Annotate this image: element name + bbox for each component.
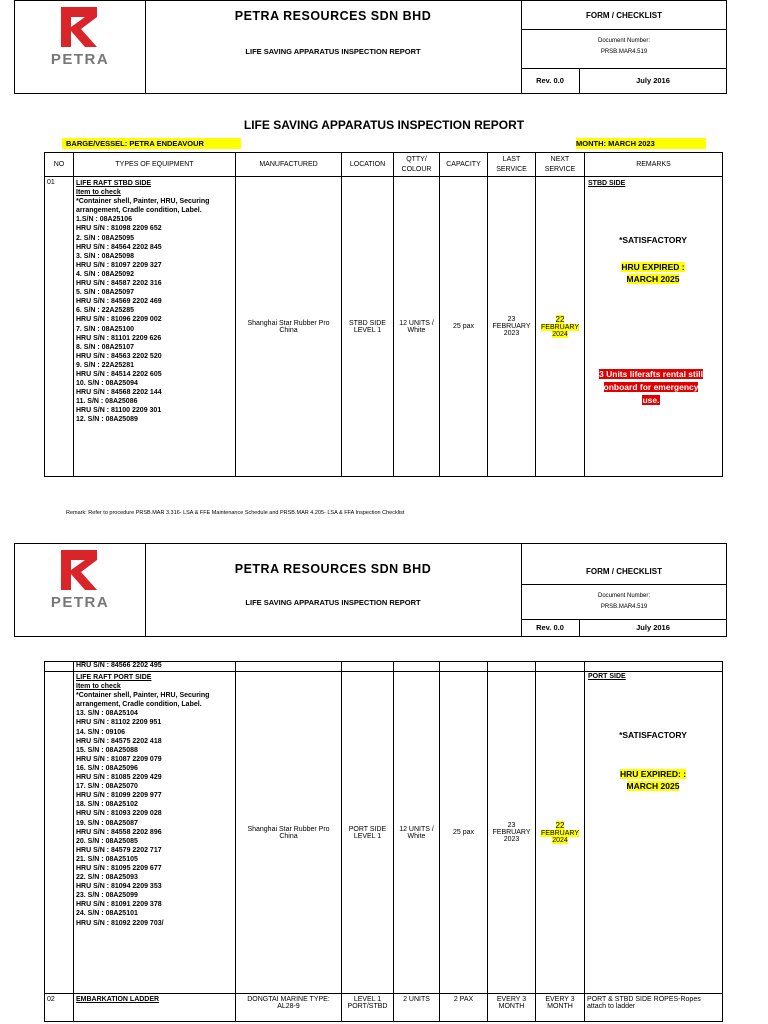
col-header-qtty: QTTY/ COLOUR xyxy=(394,153,440,177)
serial-line: HRU S/N : 81095 2209 677 xyxy=(76,864,162,872)
document-number-label: Document Number: xyxy=(597,38,651,44)
form-checklist-label: FORM / CHECKLIST xyxy=(521,558,727,585)
col-header-location: LOCATION xyxy=(342,153,394,177)
next-service-day: 22 xyxy=(555,315,565,324)
serial-line: HRU S/N : 84579 2202 717 xyxy=(76,846,162,854)
procedure-footnote: Remark: Refer to procedure PRSB.MAR 3.316- LSA & FFE Maintenance Schedule and PRSB.MAR 4.205- LSA & FFA Inspection Checklist xyxy=(66,510,405,516)
equipment-title: LIFE RAFT PORT SIDE xyxy=(76,674,152,681)
table-header-row xyxy=(45,153,723,177)
col-header-manufactured: MANUFACTURED xyxy=(236,153,342,177)
serial-line: 8. S/N : 08A25107 xyxy=(76,343,134,351)
serial-list xyxy=(76,215,233,424)
petra-logo-icon xyxy=(59,548,99,592)
item-no: 02 xyxy=(45,994,74,1022)
serial-line: HRU S/N : 81093 2209 028 xyxy=(76,810,162,818)
serial-line: 23. S/N : 08A25099 xyxy=(76,892,138,900)
table-row xyxy=(45,662,723,672)
serial-line: HRU S/N : 81087 2209 079 xyxy=(76,755,162,763)
report-title: LIFE SAVING APPARATUS INSPECTION REPORT xyxy=(243,118,525,132)
serial-line: HRU S/N : 81099 2209 977 xyxy=(76,792,162,800)
last-service-cell: EVERY 3 MONTH xyxy=(488,994,536,1022)
carry-over-line: HRU S/N : 84566 2202 495 xyxy=(74,662,236,672)
serial-line: HRU S/N : 84563 2202 520 xyxy=(76,352,162,360)
next-service-rest: FEBRUARY 2024 xyxy=(541,830,579,844)
serial-line: 9. S/N : 22A25281 xyxy=(76,361,134,369)
remarks-status: *SATISFACTORY xyxy=(619,235,687,245)
serial-line: 10. S/N : 08A25094 xyxy=(76,380,138,388)
item-to-check-label: Item to check xyxy=(76,683,121,691)
document-number-cell xyxy=(521,584,727,620)
serial-line: HRU S/N : 84587 2202 316 xyxy=(76,280,162,288)
serial-line: 19. S/N : 08A25087 xyxy=(76,819,138,827)
header-meta-block xyxy=(521,1,727,93)
remarks-cell xyxy=(585,177,723,477)
capacity-cell: 25 pax xyxy=(440,672,488,994)
equipment-title: EMBARKATION LADDER xyxy=(74,994,236,1022)
serial-line: 6. S/N : 22A25285 xyxy=(76,307,134,315)
table-row xyxy=(45,994,723,1022)
serial-line: HRU S/N : 81100 2209 301 xyxy=(76,407,162,415)
revision-cell: Rev. 0.0 xyxy=(521,619,580,636)
logo-box xyxy=(15,1,146,93)
next-service-rest: FEBRUARY 2024 xyxy=(541,324,579,338)
logo-box xyxy=(15,544,146,636)
serial-line: 12. S/N : 08A25089 xyxy=(76,416,138,424)
remarks-cell: PORT & STBD SIDE ROPES-Ropes attach to ladder xyxy=(585,994,723,1022)
serial-line: HRU S/N : 81092 2209 703/ xyxy=(76,919,164,927)
next-service-cell: EVERY 3 MONTH xyxy=(536,994,585,1022)
item-no: 01 xyxy=(45,177,74,477)
col-header-remarks: REMARKS xyxy=(585,153,723,177)
location-cell: STBD SIDE LEVEL 1 xyxy=(342,177,394,477)
remarks-side: PORT SIDE xyxy=(588,673,626,680)
qtty-cell: 12 UNITS / White xyxy=(394,177,440,477)
qtty-cell: 12 UNITS / White xyxy=(394,672,440,994)
next-service-cell xyxy=(536,672,585,994)
item-to-check-label: Item to check xyxy=(76,189,121,197)
last-service-cell: 23 FEBRUARY 2023 xyxy=(488,672,536,994)
serial-line: HRU S/N : 81097 2209 327 xyxy=(76,261,162,269)
header-title-block xyxy=(145,1,522,93)
serial-line: HRU S/N : 81101 2209 626 xyxy=(76,334,162,342)
serial-line: 7. S/N : 08A25100 xyxy=(76,325,134,333)
remarks-rental-note: 3 Units liferafts rental still onboard for emergency use. xyxy=(599,369,703,405)
revision-cell: Rev. 0.0 xyxy=(521,68,580,93)
serial-line: HRU S/N : 84558 2202 896 xyxy=(76,828,162,836)
document-number-cell xyxy=(521,29,727,69)
manufactured-cell: Shanghai Star Rubber Pro China xyxy=(236,672,342,994)
check-text: *Container shell, Painter, HRU, Securing xyxy=(76,198,210,206)
serial-line: 15. S/N : 08A25088 xyxy=(76,746,138,754)
header-title-block xyxy=(145,544,522,636)
manufactured-cell: DONGTAI MARINE TYPE: AL28-9 xyxy=(236,994,342,1022)
table-row xyxy=(45,672,723,994)
logo-text: PETRA xyxy=(50,51,110,68)
serial-line: HRU S/N : 81091 2209 378 xyxy=(76,901,162,909)
check-text: arrangement, Cradle condition, Label. xyxy=(76,207,202,215)
table-row xyxy=(45,177,723,477)
petra-logo-icon xyxy=(59,5,99,49)
qtty-cell: 2 UNITS xyxy=(394,994,440,1022)
serial-line: 21. S/N : 08A25105 xyxy=(76,855,138,863)
manufactured-cell: Shanghai Star Rubber Pro China xyxy=(236,177,342,477)
inspection-table-page-1 xyxy=(44,152,723,477)
serial-line: HRU S/N : 81094 2209 353 xyxy=(76,883,162,891)
check-text: arrangement, Cradle condition, Label. xyxy=(76,701,202,709)
serial-line: 11. S/N : 08A25086 xyxy=(76,398,138,406)
remarks-hru-expired: HRU EXPIRED : MARCH 2025 xyxy=(621,262,685,284)
check-text: *Container shell, Painter, HRU, Securing xyxy=(76,692,210,700)
remarks-hru-expired: HRU EXPIRED: : MARCH 2025 xyxy=(619,769,687,791)
form-checklist-label: FORM / CHECKLIST xyxy=(521,1,727,30)
serial-line: 24. S/N : 08A25101 xyxy=(76,910,138,918)
serial-line: HRU S/N : 81096 2209 002 xyxy=(76,316,162,324)
last-service-cell: 23 FEBRUARY 2023 xyxy=(488,177,536,477)
serial-line: 22. S/N : 08A25093 xyxy=(76,874,138,882)
capacity-cell: 25 pax xyxy=(440,177,488,477)
col-header-no: NO xyxy=(45,153,74,177)
serial-line: HRU S/N : 84575 2202 418 xyxy=(76,737,162,745)
inspection-table-page-2 xyxy=(44,661,723,1022)
company-name: PETRA RESOURCES SDN BHD xyxy=(234,9,432,23)
company-name: PETRA RESOURCES SDN BHD xyxy=(234,562,432,576)
serial-line: 2. S/N : 08A25095 xyxy=(76,234,134,242)
serial-line: HRU S/N : 84569 2202 469 xyxy=(76,298,162,306)
serial-line: 18. S/N : 08A25102 xyxy=(76,801,138,809)
capacity-cell: 2 PAX xyxy=(440,994,488,1022)
equipment-cell xyxy=(74,177,236,477)
revision-date-cell: July 2016 xyxy=(636,623,670,632)
equipment-title: LIFE RAFT STBD SIDE xyxy=(76,180,152,187)
serial-line: HRU S/N : 84564 2202 845 xyxy=(76,243,162,251)
location-cell: PORT SIDE LEVEL 1 xyxy=(342,672,394,994)
col-header-capacity: CAPACITY xyxy=(440,153,488,177)
next-service-day: 22 xyxy=(555,821,565,830)
remarks-side: STBD SIDE xyxy=(588,180,626,187)
header-meta-block xyxy=(521,544,727,636)
vessel-label: BARGE/VESSEL: PETRA ENDEAVOUR xyxy=(62,138,241,149)
document-header-page-2 xyxy=(14,543,727,637)
document-header-page-1 xyxy=(14,0,727,94)
equipment-cell xyxy=(74,672,236,994)
document-number-value: PRSB.MAR4.519 xyxy=(600,604,648,610)
remarks-cell xyxy=(585,672,723,994)
serial-line: HRU S/N : 84568 2202 144 xyxy=(76,389,162,397)
logo-text: PETRA xyxy=(50,594,110,611)
serial-line: 1.S/N : 08A25106 xyxy=(76,216,133,224)
location-cell: LEVEL 1 PORT/STBD xyxy=(342,994,394,1022)
next-service-cell xyxy=(536,177,585,477)
revision-date-cell: July 2016 xyxy=(636,76,670,85)
serial-line: 20. S/N : 08A25085 xyxy=(76,837,138,845)
remarks-status: *SATISFACTORY xyxy=(619,730,687,740)
serial-list xyxy=(76,709,233,927)
serial-line: 14. S/N : 09106 xyxy=(76,728,126,736)
serial-line: HRU S/N : 81085 2209 429 xyxy=(76,774,162,782)
serial-line: 16. S/N : 08A25096 xyxy=(76,764,138,772)
document-number-value: PRSB.MAR4.519 xyxy=(600,49,648,55)
header-subtitle: LIFE SAVING APPARATUS INSPECTION REPORT xyxy=(245,47,421,56)
serial-line: 17. S/N : 08A25070 xyxy=(76,783,138,791)
col-header-next-service: NEXT SERVICE xyxy=(536,153,585,177)
header-subtitle: LIFE SAVING APPARATUS INSPECTION REPORT xyxy=(245,598,421,607)
serial-line: 3. S/N : 08A25098 xyxy=(76,252,134,260)
serial-line: 13. S/N : 08A25104 xyxy=(76,710,138,718)
serial-line: 5. S/N : 08A25097 xyxy=(76,289,134,297)
col-header-last-service: LAST SERVICE xyxy=(488,153,536,177)
serial-line: HRU S/N : 84514 2202 605 xyxy=(76,370,162,378)
col-header-equipment: TYPES OF EQUIPMENT xyxy=(74,153,236,177)
serial-line: HRU S/N : 81102 2209 951 xyxy=(76,719,162,727)
serial-line: 4. S/N : 08A25092 xyxy=(76,270,134,278)
document-number-label: Document Number: xyxy=(597,593,651,599)
serial-line: HRU S/N : 81098 2209 652 xyxy=(76,225,162,233)
month-label: MONTH: MARCH 2023 xyxy=(576,138,706,149)
